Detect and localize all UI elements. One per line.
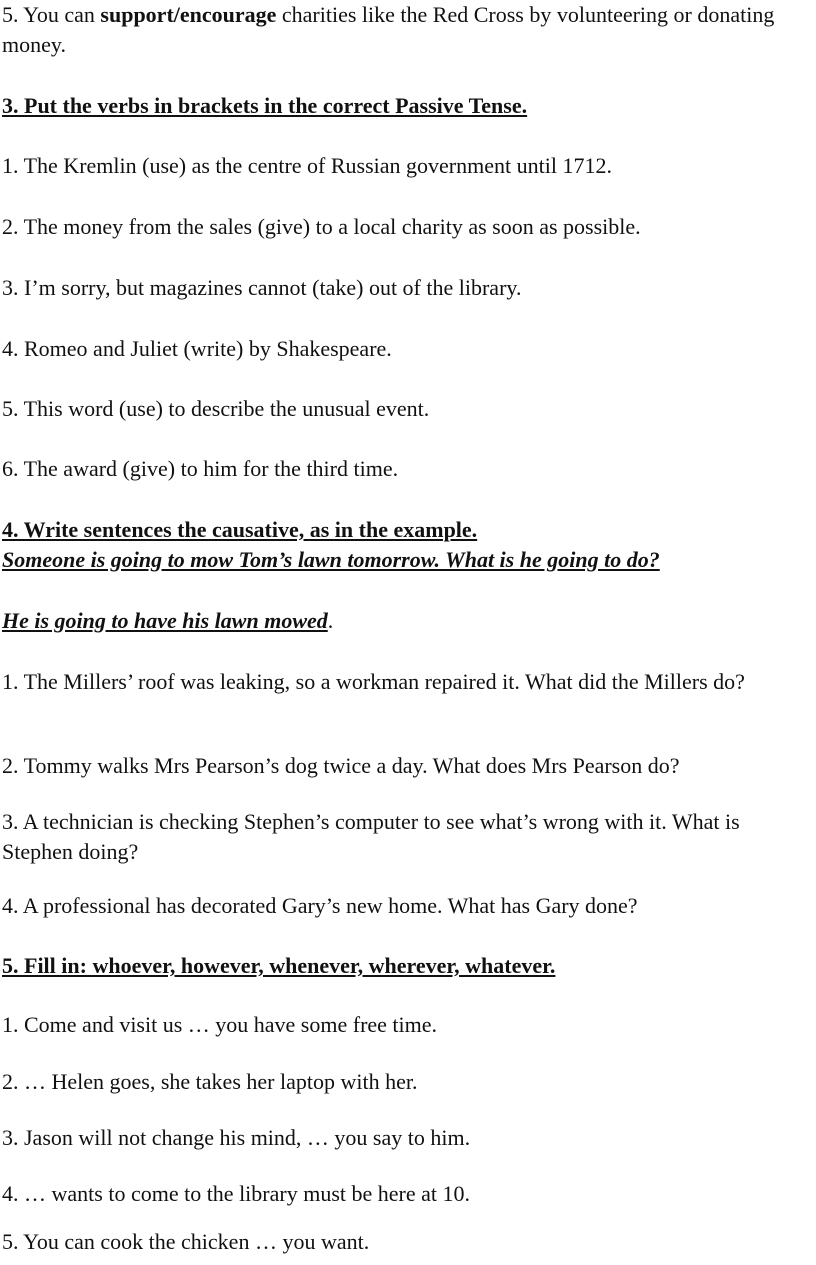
section-4-item-1: 1. The Millers’ roof was leaking, so a workman repaired it. What did the Millers do? [2, 669, 745, 694]
section-3-item-1: 1. The Kremlin (use) as the centre of Russian government until 1712. [2, 153, 612, 178]
section-5-item-5: 5. You can cook the chicken … you want. [2, 1229, 370, 1254]
section-5-item-1: 1. Come and visit us … you have some free time. [2, 1012, 438, 1037]
section-3-item-5: 5. This word (use) to describe the unusual event. [2, 396, 430, 421]
item-text-suffix: charities like the Red Cross by volunteering or donating money. [2, 2, 775, 57]
item-text-bold: support/encourage [100, 2, 277, 27]
section-4-item-2: 2. Tommy walks Mrs Pearson’s dog twice a day. What does Mrs Pearson do? [2, 753, 680, 778]
section-4-heading: 4. Write sentences the causative, as in the example. [2, 517, 478, 542]
section-3-item-6: 6. The award (give) to him for the third time. [2, 456, 399, 481]
section-3-item-2: 2. The money from the sales (give) to a local charity as soon as possible. [2, 214, 641, 239]
section-5-item-2: 2. … Helen goes, she takes her laptop with her. [2, 1069, 418, 1094]
section-3-item-3: 3. I’m sorry, but magazines cannot (take) out of the library. [2, 275, 522, 300]
item-text-prefix: 5. You can [2, 2, 101, 27]
exercise-2-item-5 [2, 0, 810, 60]
section-5-item-4: 4. … wants to come to the library must be here at 10. [2, 1181, 470, 1206]
section-4-example-question: Someone is going to mow Tom’s lawn tomorrow. What is he going to do? [2, 547, 660, 572]
section-3-item-4: 4. Romeo and Juliet (write) by Shakespeare. [2, 336, 392, 361]
section-4-example-answer: He is going to have his lawn mowed [2, 608, 328, 633]
section-5-heading: 5. Fill in: whoever, however, whenever, wherever, whatever. [2, 953, 556, 978]
section-4-item-3: 3. A technician is checking Stephen’s computer to see what’s wrong with it. What is Stephen doing? [2, 809, 740, 864]
section-4-item-4: 4. A professional has decorated Gary’s new home. What has Gary done? [2, 893, 638, 918]
section-4-example-answer-period: . [327, 608, 334, 633]
section-5-item-3: 3. Jason will not change his mind, … you say to him. [2, 1125, 471, 1150]
section-4-example-answer-line [2, 606, 333, 636]
section-3-heading: 3. Put the verbs in brackets in the correct Passive Tense. [2, 93, 528, 118]
